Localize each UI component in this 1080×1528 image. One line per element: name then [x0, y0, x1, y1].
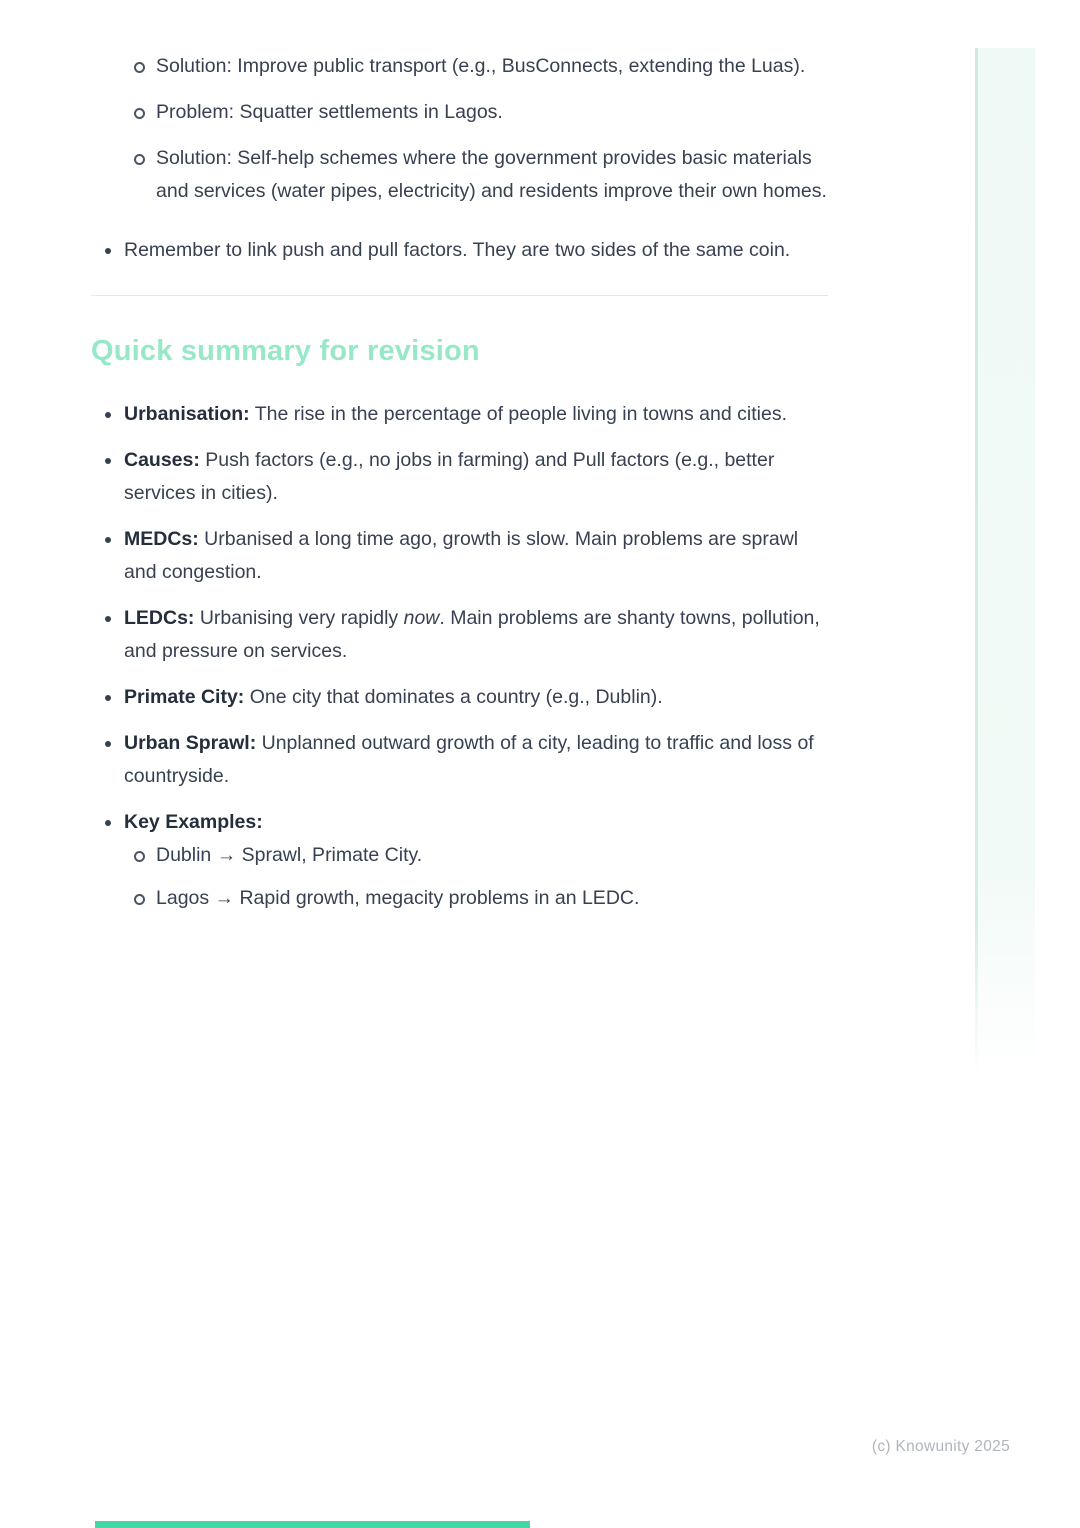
- term-label: MEDCs:: [124, 528, 199, 550]
- circle-bullet-icon: [134, 154, 145, 165]
- bullet-cell: [91, 602, 124, 622]
- term-label: Causes:: [124, 449, 200, 471]
- term-definition-before: Urbanising very rapidly: [194, 607, 404, 629]
- summary-item-text: [124, 602, 828, 668]
- summary-item-urbanisation: [91, 398, 828, 431]
- circle-bullet-icon: [134, 851, 145, 862]
- list-item: [123, 882, 828, 915]
- summary-item-text: [124, 681, 828, 714]
- list-item: [123, 96, 828, 129]
- term-label: Key Examples:: [124, 811, 263, 833]
- summary-item-text: [124, 806, 828, 839]
- term-label: Urban Sprawl:: [124, 732, 257, 754]
- summary-item-ledcs: [91, 602, 828, 668]
- list-item-text: Dublin → Sprawl, Primate City.: [156, 844, 423, 866]
- bullet-cell: [123, 50, 156, 73]
- summary-item-causes: [91, 444, 828, 510]
- summary-item-key-examples: [91, 806, 828, 839]
- list-item: [123, 50, 828, 83]
- term-definition: Urbanised a long time ago, growth is slow. Main problems are sprawl and congestion.: [124, 528, 799, 583]
- summary-item-text: [124, 523, 828, 589]
- bullet-cell: [91, 398, 124, 418]
- disc-bullet-icon: [105, 458, 111, 464]
- disc-bullet-icon: [105, 537, 111, 543]
- reminder-item: [91, 234, 828, 267]
- summary-item-text: [124, 727, 828, 793]
- disc-bullet-icon: [105, 741, 111, 747]
- circle-bullet-icon: [134, 62, 145, 73]
- section-heading: Quick summary for revision: [91, 335, 480, 367]
- bullet-cell: [123, 839, 156, 862]
- bullet-cell: [123, 142, 156, 165]
- disc-bullet-icon: [105, 248, 111, 254]
- bullet-cell: [123, 882, 156, 905]
- bottom-accent-bar: [95, 1521, 530, 1528]
- term-definition: Unplanned outward growth of a city, leading to traffic and loss of countryside.: [124, 732, 814, 787]
- term-label: Primate City:: [124, 686, 245, 708]
- disc-bullet-icon: [105, 616, 111, 622]
- summary-item-text: [124, 398, 828, 431]
- page-edge-band-line: [975, 48, 978, 1076]
- term-definition-after: . Main problems are shanty towns, pollution, and pressure on services.: [124, 607, 820, 662]
- list-item-text: Solution: Improve public transport (e.g., BusConnects, extending the Luas).: [156, 55, 806, 77]
- list-item: [123, 142, 828, 208]
- bullet-cell: [91, 234, 124, 254]
- circle-bullet-icon: [134, 108, 145, 119]
- reminder-text: Remember to link push and pull factors. They are two sides of the same coin.: [124, 239, 791, 261]
- term-label: LEDCs:: [124, 607, 195, 629]
- copyright-notice: (c) Knowunity 2025: [871, 1438, 1010, 1455]
- summary-item-medcs: [91, 523, 828, 589]
- summary-list: [91, 398, 828, 915]
- list-item-text: Solution: Self-help schemes where the government provides basic materials and services (water pipes, electricity) and residents improve their own homes.: [156, 147, 827, 202]
- bullet-cell: [91, 523, 124, 543]
- term-label: Urbanisation:: [124, 403, 250, 425]
- disc-bullet-icon: [105, 412, 111, 418]
- disc-bullet-icon: [105, 695, 111, 701]
- summary-item-text: [124, 444, 828, 510]
- term-definition: Push factors (e.g., no jobs in farming) and Pull factors (e.g., better services in cities).: [124, 449, 775, 504]
- bullet-cell: [91, 681, 124, 701]
- term-definition: The rise in the percentage of people living in towns and cities.: [249, 403, 787, 425]
- summary-item-urban-sprawl: [91, 727, 828, 793]
- bullet-cell: [91, 806, 124, 826]
- problem-solution-list: [91, 50, 828, 208]
- page-edge-band: [978, 48, 1035, 1076]
- key-examples-sublist: [91, 839, 828, 915]
- bullet-cell: [123, 96, 156, 119]
- list-item-text: Problem: Squatter settlements in Lagos.: [156, 101, 503, 123]
- list-item: [123, 839, 828, 872]
- italic-word: now: [403, 607, 440, 629]
- summary-item-primate-city: [91, 681, 828, 714]
- bullet-cell: [91, 727, 124, 747]
- notes-content: [91, 50, 828, 925]
- bullet-cell: [91, 444, 124, 464]
- disc-bullet-icon: [105, 820, 111, 826]
- list-item-text: Lagos → Rapid growth, megacity problems in an LEDC.: [156, 887, 640, 909]
- term-definition: One city that dominates a country (e.g., Dublin).: [244, 686, 663, 708]
- circle-bullet-icon: [134, 894, 145, 905]
- section-divider: [91, 295, 828, 296]
